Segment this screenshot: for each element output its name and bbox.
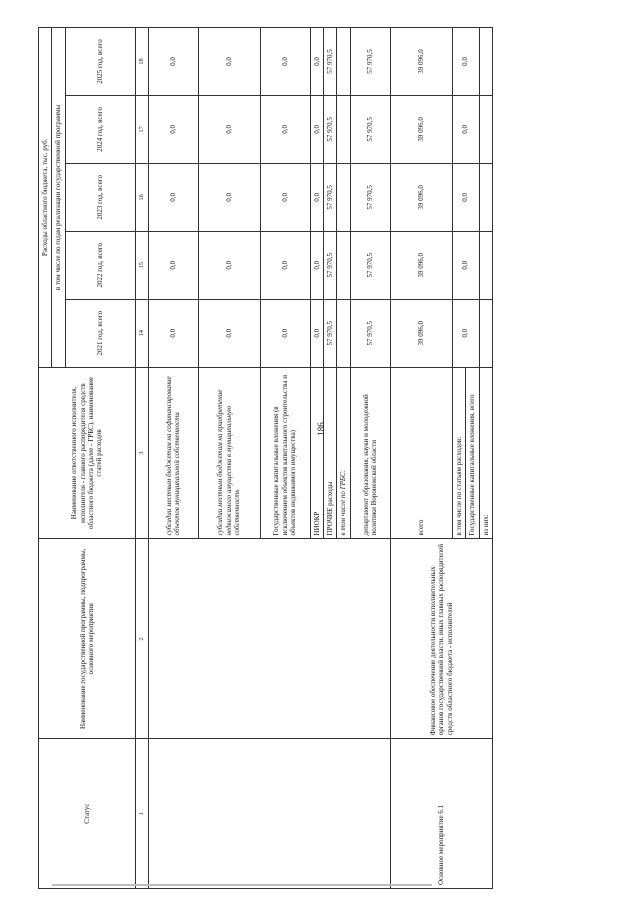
value-cell: 0,0: [148, 163, 198, 231]
value-cell: [337, 299, 350, 367]
value-cell: 57 970,5: [350, 163, 390, 231]
scan-edge-line: [52, 884, 432, 886]
value-cell: [337, 28, 350, 96]
value-cell: [479, 95, 492, 163]
table-row: [148, 28, 198, 889]
value-cell: 0,0: [198, 95, 260, 163]
row-label: в том числе по ГРБС:: [337, 367, 350, 539]
value-cell: [479, 163, 492, 231]
header-row-1: [39, 28, 52, 889]
value-cell: 0,0: [310, 231, 323, 299]
page-number: 186: [315, 422, 326, 436]
value-cell: 0,0: [452, 28, 479, 96]
row-label: ПРОЧИЕ расходы: [323, 367, 336, 539]
value-cell: [479, 299, 492, 367]
main-activity-row: [390, 28, 452, 889]
header-expenses-group: Расходы областного бюджета, тыс. руб.: [39, 28, 52, 368]
value-cell: 0,0: [452, 163, 479, 231]
column-number: 2: [135, 539, 148, 739]
value-cell: 0,0: [148, 299, 198, 367]
header-year: 2022 год, всего: [65, 231, 135, 299]
value-cell: 0,0: [310, 163, 323, 231]
status-cell-empty: [148, 739, 390, 889]
value-cell: 0,0: [260, 299, 310, 367]
row-label: Государственные капитальные вложения, всего: [466, 367, 479, 539]
row-label: субсидии местным бюджетам на приобретение недвижимого имущества в муниципальную собственность: [198, 367, 260, 539]
value-cell: [337, 163, 350, 231]
value-cell: 57 970,5: [350, 231, 390, 299]
header-by-years: в том числе по годам реализации государственной программы: [52, 28, 65, 368]
value-cell: 0,0: [198, 163, 260, 231]
value-cell: 57 970,5: [350, 95, 390, 163]
value-cell: 0,0: [310, 299, 323, 367]
column-number: 18: [135, 28, 148, 96]
main-name: Финансовое обеспечение деятельности исполнительных органов государственной власти, иных главных распорядителей средств областного бюджета - исполнителей: [390, 539, 492, 739]
value-cell: 0,0: [148, 95, 198, 163]
row-label: субсидии местным бюджетам на софинансирование объектов муниципальной собственности: [148, 367, 198, 539]
header-year: 2021 год, всего: [65, 299, 135, 367]
column-number: 16: [135, 163, 148, 231]
value-cell: 0,0: [452, 299, 479, 367]
value-cell: 0,0: [198, 299, 260, 367]
value-cell: 57 970,5: [323, 95, 336, 163]
value-cell: 0,0: [198, 28, 260, 96]
header-year: 2024 год, всего: [65, 95, 135, 163]
header-program-name: Наименование государственной программы, подпрограммы, основного мероприятия: [39, 539, 136, 739]
value-cell: 0,0: [260, 28, 310, 96]
main-status: Основное мероприятие 6.1: [390, 739, 492, 889]
value-cell: 0,0: [310, 95, 323, 163]
value-cell: [479, 28, 492, 96]
budget-table: [38, 27, 493, 889]
row-label: департамент образования, науки и молодежной политики Воронежской области: [350, 367, 390, 539]
value-cell: 0,0: [260, 95, 310, 163]
value-cell: 0,0: [452, 231, 479, 299]
column-number: 1: [135, 739, 148, 889]
value-cell: [337, 231, 350, 299]
name-cell-empty: [148, 539, 390, 739]
value-cell: [479, 231, 492, 299]
row-label: из них:: [479, 367, 492, 539]
value-cell: 39 096,0: [390, 28, 452, 96]
header-executor: Наименование ответственного исполнителя, исполнителя - главного распорядителя средств областного бюджета (далее - ГРБС), наименование статей расходов: [39, 367, 136, 539]
value-cell: 39 096,0: [390, 163, 452, 231]
value-cell: 0,0: [452, 95, 479, 163]
header-status: Статус: [39, 739, 136, 889]
value-cell: [337, 95, 350, 163]
column-number: 3: [135, 367, 148, 539]
header-year: 2025 год, всего: [65, 28, 135, 96]
column-number-row: [135, 28, 148, 889]
column-number: 14: [135, 299, 148, 367]
header-year: 2023 год, всего: [65, 163, 135, 231]
row-label: в том числе по статьям расходов:: [452, 367, 465, 539]
value-cell: 57 970,5: [350, 299, 390, 367]
row-label: НИОКР: [310, 367, 323, 539]
rotated-table-container: [38, 27, 581, 889]
row-label: всего: [390, 367, 452, 539]
value-cell: 57 970,5: [323, 231, 336, 299]
column-number: 17: [135, 95, 148, 163]
value-cell: 0,0: [148, 231, 198, 299]
value-cell: 0,0: [260, 163, 310, 231]
value-cell: 57 970,5: [323, 28, 336, 96]
value-cell: 0,0: [310, 28, 323, 96]
value-cell: 0,0: [148, 28, 198, 96]
column-number: 15: [135, 231, 148, 299]
value-cell: 39 096,0: [390, 299, 452, 367]
row-label: Государственные капитальные вложения (в исключением объектов капитального строительства и объектов недвижимого имущества): [260, 367, 310, 539]
value-cell: 0,0: [198, 231, 260, 299]
value-cell: 39 096,0: [390, 95, 452, 163]
value-cell: 57 970,5: [323, 299, 336, 367]
value-cell: 39 096,0: [390, 231, 452, 299]
value-cell: 57 970,5: [323, 163, 336, 231]
value-cell: 57 970,5: [350, 28, 390, 96]
value-cell: 0,0: [260, 231, 310, 299]
